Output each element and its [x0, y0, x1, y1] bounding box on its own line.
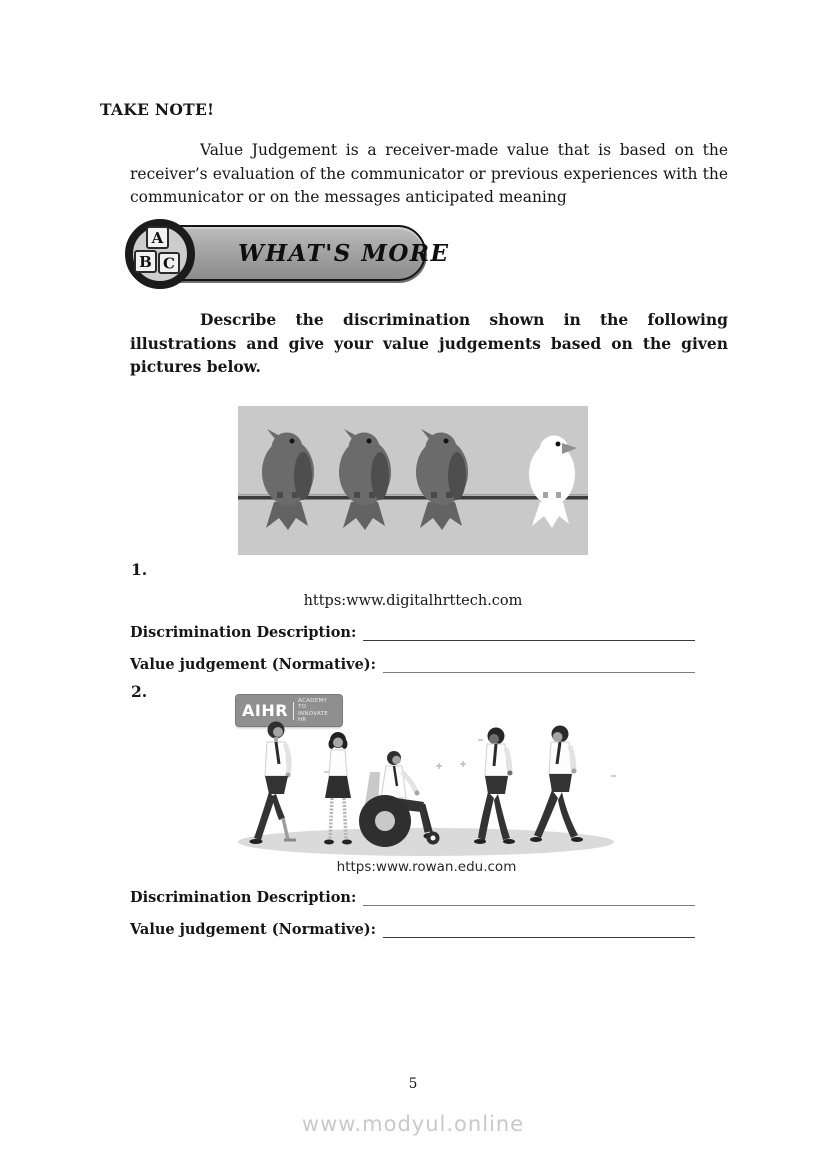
- answer-line: [363, 624, 695, 641]
- item2-number: 2.: [131, 682, 148, 701]
- note-paragraph: Value Judgement is a receiver-made value that is based on the receiver’s evaluation of the communicator or previous experiences with the communicator or on the messages anticipated meaning: [130, 141, 728, 206]
- diverse-workers-illustration: [228, 714, 625, 860]
- answer-line: [363, 889, 695, 906]
- page-number: 5: [408, 1076, 418, 1092]
- item1-number: 1.: [131, 560, 148, 579]
- person-woman: [324, 732, 352, 845]
- item1-caption: https:www.digitalhrttech.com: [303, 593, 523, 609]
- answer-line: [383, 921, 695, 938]
- item1-discrimination-label: Discrimination Description:: [130, 624, 357, 641]
- person-dark-skin-man: [474, 728, 515, 845]
- aihr-logo-tagline: ACADEMY TO INNOVATE HR: [297, 697, 329, 723]
- item2-value-judgement-field: [130, 921, 695, 938]
- person-man: [530, 726, 583, 843]
- svg-text:B: B: [139, 253, 152, 271]
- item2-value-judgement-label: Value judgement (Normative):: [130, 921, 377, 938]
- svg-text:A: A: [151, 229, 164, 247]
- instruction-paragraph: Describe the discrimination shown in the following illustrations and give your value judgements based on the given pictures below.: [130, 310, 728, 376]
- svg-text:C: C: [163, 254, 175, 273]
- aihr-logo-name: AIHR: [242, 701, 289, 720]
- item1-value-judgement-field: [130, 656, 695, 673]
- item2-discrimination-label: Discrimination Description:: [130, 889, 357, 906]
- banner-title: WHAT'S MORE: [238, 239, 450, 267]
- birds-on-wire-illustration: [238, 406, 588, 555]
- watermark: www.modyul.online: [301, 1112, 525, 1136]
- item1-value-judgement-label: Value judgement (Normative):: [130, 656, 377, 673]
- item2-discrimination-field: [130, 889, 695, 906]
- whats-more-banner: [122, 216, 450, 290]
- item1-discrimination-field: [130, 624, 695, 641]
- person-prosthetic-leg: [250, 722, 297, 845]
- take-note-heading: TAKE NOTE!: [100, 100, 215, 119]
- answer-line: [383, 656, 695, 673]
- abc-blocks-icon: [122, 216, 198, 292]
- item2-caption: https:www.rowan.edu.com: [336, 859, 517, 875]
